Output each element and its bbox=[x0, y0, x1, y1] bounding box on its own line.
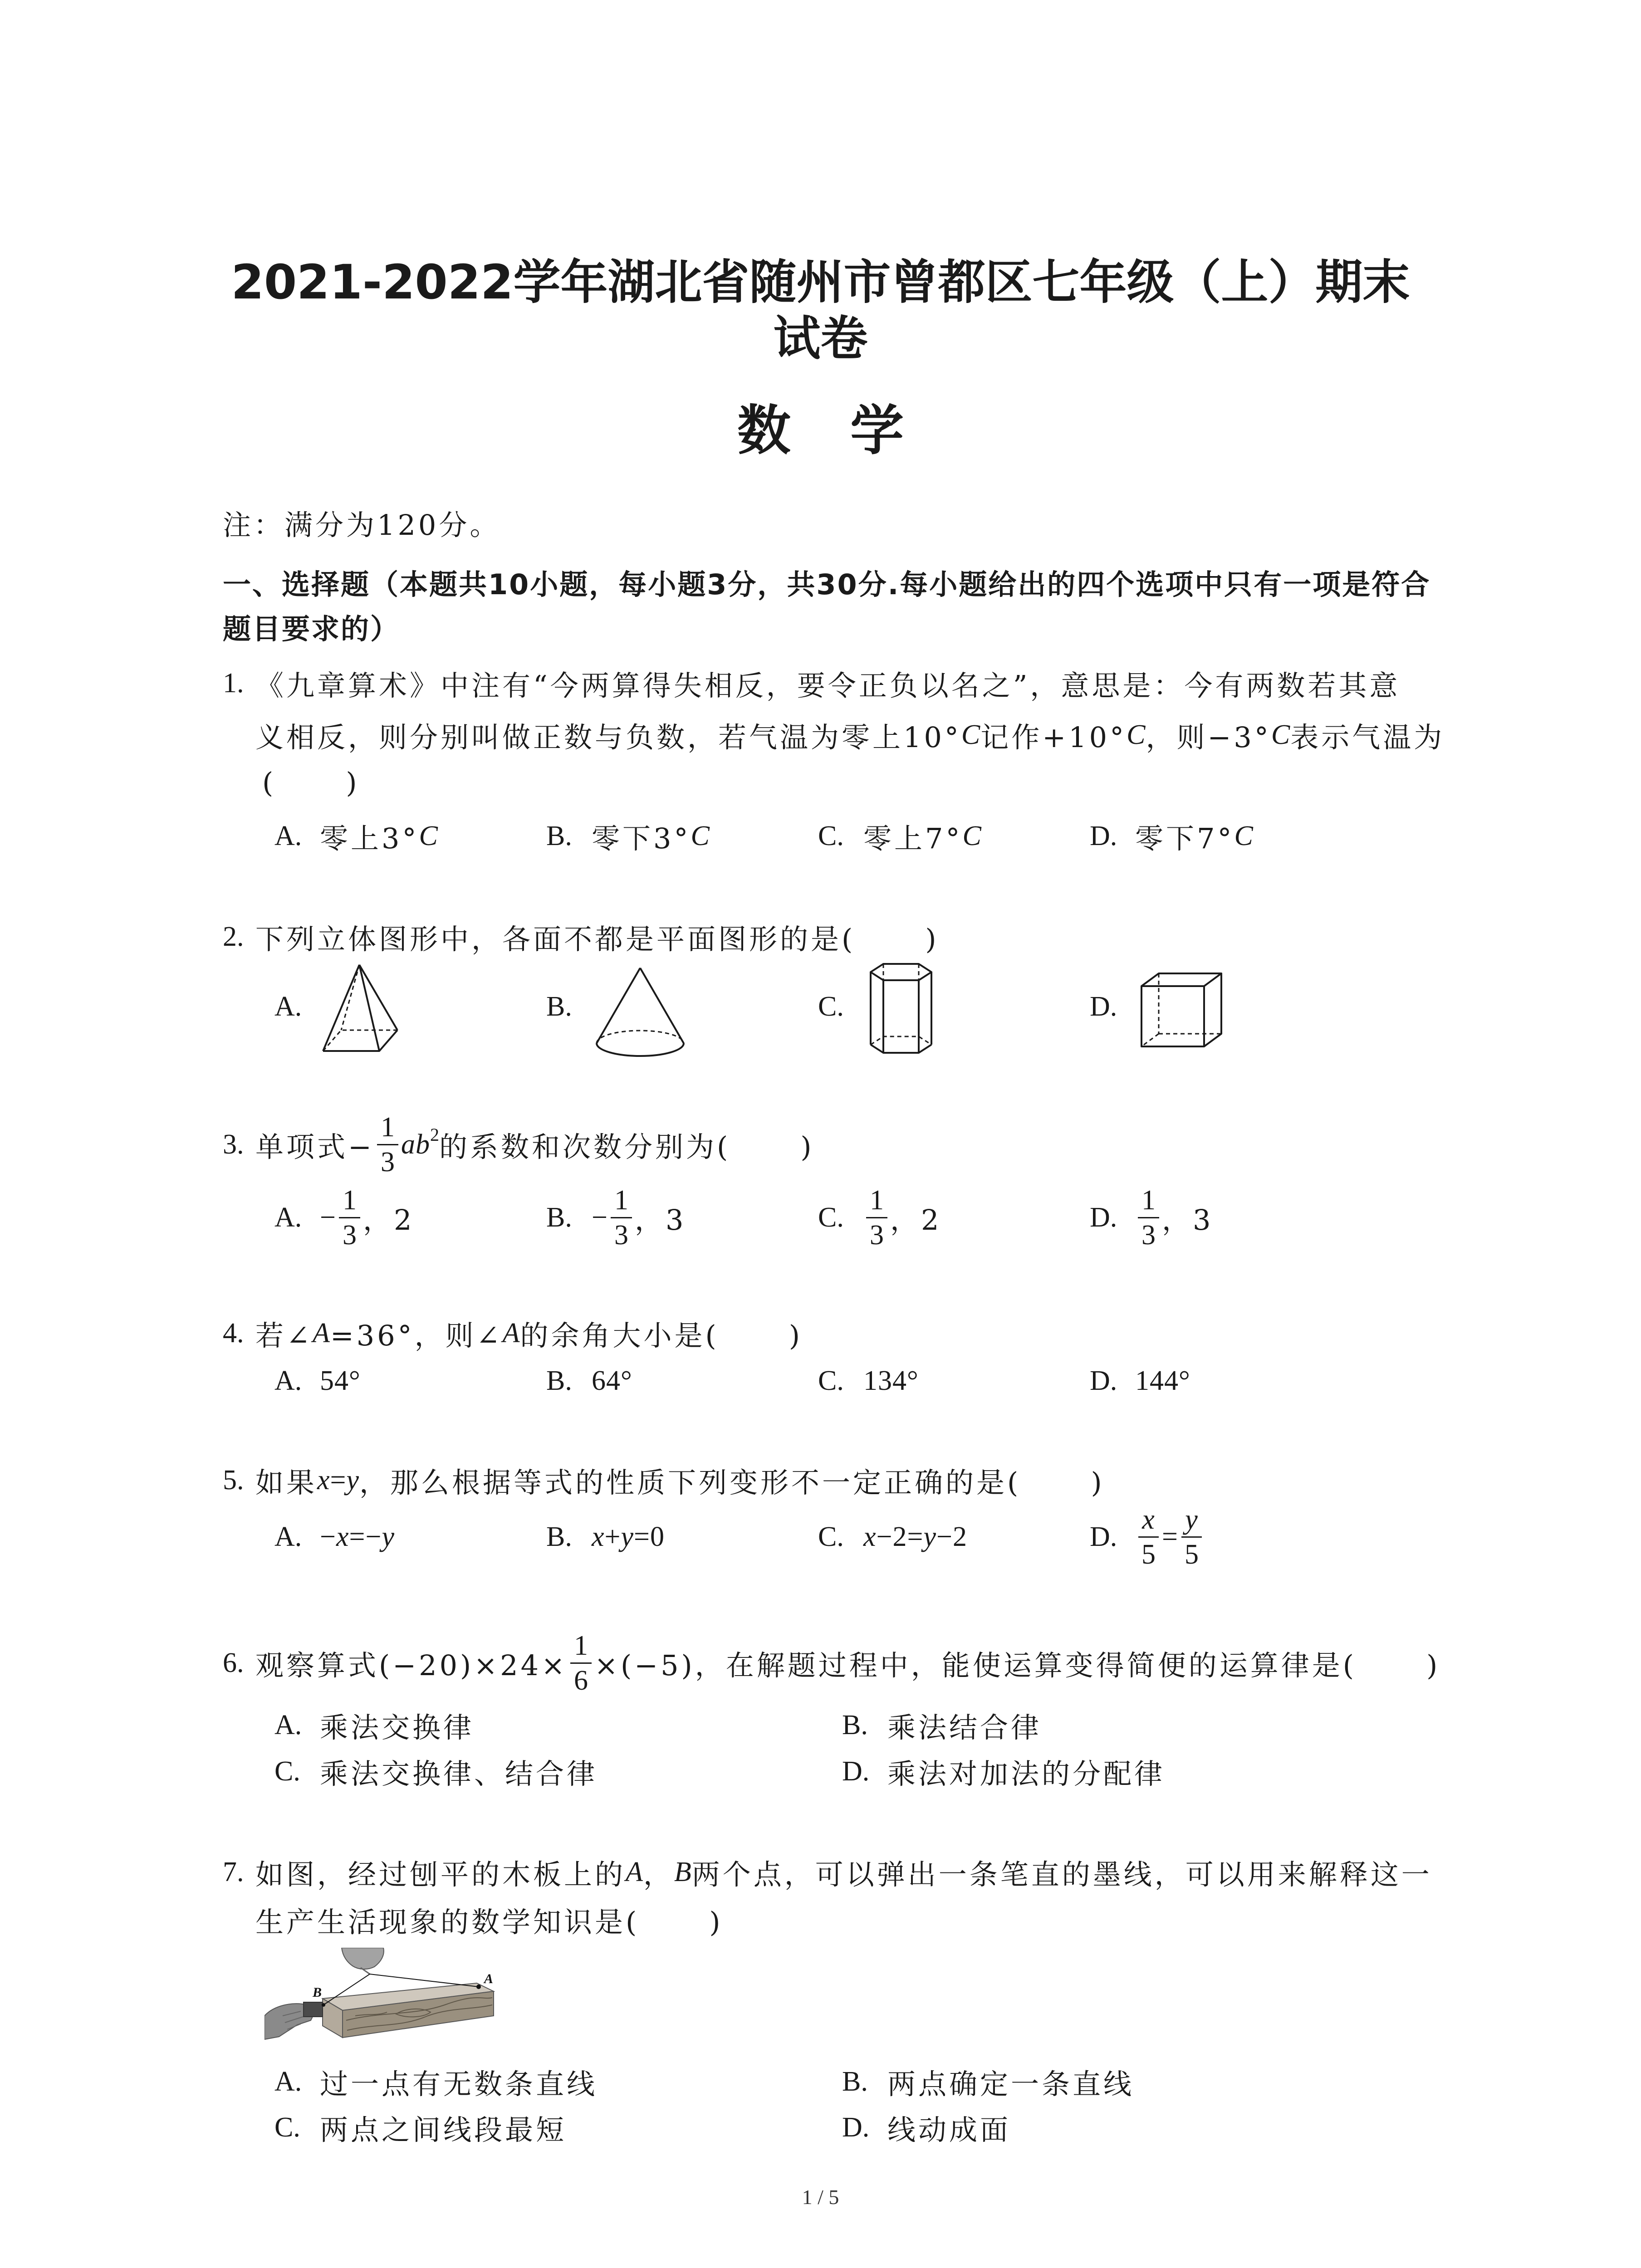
q3-line-1 bbox=[223, 1110, 814, 1178]
option-label: C. bbox=[818, 1202, 844, 1233]
cone-slant-edges bbox=[597, 968, 684, 1043]
q4-stem-text: 的余角大小是( ) bbox=[520, 1319, 803, 1352]
minus-sign: − bbox=[320, 1202, 336, 1233]
fraction-denominator: 6 bbox=[574, 1665, 588, 1696]
cube-figure bbox=[1141, 973, 1222, 1047]
fraction bbox=[339, 1186, 360, 1249]
fraction-numerator: y bbox=[1181, 1505, 1202, 1538]
fraction-denominator: 3 bbox=[342, 1219, 357, 1251]
option-label: C. bbox=[818, 1365, 844, 1396]
q3-option-b bbox=[546, 1183, 686, 1251]
fraction-numerator: 1 bbox=[1138, 1186, 1159, 1218]
option-label: D. bbox=[1090, 1365, 1117, 1396]
fraction-numerator: 1 bbox=[570, 1632, 592, 1664]
celsius-symbol: C bbox=[961, 719, 981, 750]
option-label: D. bbox=[1090, 1202, 1117, 1233]
q6-option-c bbox=[274, 1737, 598, 1805]
option-label: C. bbox=[274, 1755, 300, 1787]
option-text: 134° bbox=[863, 1365, 919, 1396]
q1-option-a bbox=[274, 802, 438, 870]
option-text: 零上3° bbox=[320, 821, 419, 855]
celsius-symbol: C bbox=[962, 820, 982, 851]
q4-stem-text: =36°，则∠ bbox=[330, 1319, 503, 1352]
option-text: 144° bbox=[1135, 1365, 1190, 1396]
math-variable: y bbox=[923, 1521, 936, 1552]
option-label: D. bbox=[842, 2112, 870, 2143]
score-note bbox=[223, 489, 500, 557]
option-label: A. bbox=[274, 1202, 302, 1233]
option-text: ，2 bbox=[890, 1203, 942, 1237]
option-label: A. bbox=[274, 991, 302, 1022]
math-variable: A bbox=[502, 1317, 520, 1349]
option-label: B. bbox=[546, 991, 572, 1022]
option-text: 线动成面 bbox=[887, 2113, 1011, 2146]
q2-option-a bbox=[274, 973, 320, 1041]
q4-option-b bbox=[546, 1347, 632, 1415]
q2-option-c bbox=[818, 973, 863, 1041]
option-label: D. bbox=[842, 1755, 870, 1787]
fraction-numerator: 1 bbox=[866, 1186, 887, 1218]
q5-option-b bbox=[546, 1503, 665, 1571]
q6-line-1 bbox=[223, 1629, 1440, 1697]
q5-stem-text: ，那么根据等式的性质下列变形不一定正确的是( ) bbox=[359, 1466, 1105, 1499]
math-operator: =0 bbox=[634, 1521, 665, 1552]
q4-stem-text: 若∠ bbox=[255, 1319, 313, 1352]
fraction-denominator: 3 bbox=[614, 1219, 628, 1251]
option-label: C. bbox=[818, 1521, 844, 1552]
math-variable: x bbox=[336, 1521, 349, 1552]
q2-line-1 bbox=[223, 903, 939, 971]
question-number: 3. bbox=[223, 1129, 244, 1160]
math-variable: x bbox=[863, 1521, 877, 1552]
q7-stem-text: 如图，经过刨平的木板上的 bbox=[255, 1857, 626, 1891]
fraction-numerator: 1 bbox=[339, 1186, 360, 1218]
prism-visible-edges bbox=[871, 972, 931, 1053]
fraction bbox=[866, 1186, 887, 1249]
math-variable: B bbox=[674, 1856, 692, 1887]
option-text: ，3 bbox=[634, 1203, 686, 1237]
math-variable: ab bbox=[401, 1129, 430, 1160]
question-number: 7. bbox=[223, 1856, 244, 1887]
fraction-denominator: 3 bbox=[1141, 1219, 1156, 1251]
q6-stem-text: 观察算式(−20)×24× bbox=[255, 1648, 568, 1682]
option-text: 零上7° bbox=[863, 821, 963, 855]
math-operator: −2= bbox=[876, 1521, 924, 1552]
fraction bbox=[1181, 1505, 1202, 1569]
fraction-numerator: 1 bbox=[377, 1113, 398, 1145]
point-a-label: A bbox=[484, 1971, 494, 1986]
math-variable: A bbox=[626, 1856, 643, 1887]
option-label: B. bbox=[842, 2066, 868, 2097]
option-label: B. bbox=[546, 820, 572, 851]
cone-base-back-arc bbox=[597, 1031, 684, 1043]
option-label: D. bbox=[1090, 991, 1117, 1022]
prism-top-face bbox=[871, 964, 931, 980]
math-variable: x bbox=[317, 1464, 330, 1496]
q7-stem-text: ， bbox=[643, 1857, 674, 1891]
q3-option-a bbox=[274, 1183, 414, 1251]
q3-stem-text: 单项式− bbox=[255, 1130, 374, 1163]
fraction-denominator: 5 bbox=[1141, 1539, 1156, 1570]
q5-option-d bbox=[1090, 1503, 1205, 1571]
prism-hidden-edges bbox=[871, 964, 931, 1045]
fraction-numerator: x bbox=[1138, 1505, 1159, 1538]
math-variable: y bbox=[382, 1521, 395, 1552]
q5-option-a bbox=[274, 1503, 395, 1571]
question-number: 5. bbox=[223, 1464, 244, 1496]
cube-visible-edges bbox=[1141, 973, 1221, 1046]
q1-option-c bbox=[818, 802, 982, 870]
option-label: B. bbox=[842, 1709, 868, 1740]
page-number: 1 / 5 bbox=[802, 2185, 839, 2209]
option-text: 过一点有无数条直线 bbox=[320, 2067, 598, 2101]
q2-option-d bbox=[1090, 973, 1135, 1041]
minus-sign: − bbox=[592, 1202, 608, 1233]
option-label: C. bbox=[274, 2112, 300, 2143]
q1-stem-text: ，则−3° bbox=[1146, 720, 1271, 754]
q1-option-b bbox=[546, 802, 710, 870]
cone-figure bbox=[594, 965, 687, 1058]
q5-option-c bbox=[818, 1503, 967, 1571]
fraction-denominator: 3 bbox=[870, 1219, 884, 1251]
pyramid-hidden-edges bbox=[323, 965, 397, 1051]
q4-option-c bbox=[818, 1347, 919, 1415]
ink-box bbox=[304, 2002, 323, 2017]
q1-stem-text: 《九章算术》中注有“今两算得失相反，要令正负以名之”，意思是：今有两数若其意 bbox=[255, 669, 1401, 702]
option-text: 两点确定一条直线 bbox=[887, 2067, 1135, 2101]
exam-title-line-2: 试卷 bbox=[773, 311, 868, 366]
q1-option-d bbox=[1090, 802, 1254, 870]
option-text: 64° bbox=[592, 1365, 632, 1396]
option-label: A. bbox=[274, 820, 302, 851]
math-operator: −2 bbox=[936, 1521, 967, 1552]
question-number: 6. bbox=[223, 1647, 244, 1678]
option-label: C. bbox=[818, 820, 844, 851]
q7-option-c bbox=[274, 2093, 567, 2161]
section-heading-text: 一、选择题（本题共10小题，每小题3分，共30分.每小题给出的四个选项中只有一项是符合 bbox=[223, 567, 1431, 601]
section-heading-text: 题目要求的） bbox=[223, 612, 400, 645]
q5-stem-text: 如果 bbox=[255, 1466, 318, 1499]
celsius-symbol: C bbox=[691, 820, 710, 851]
question-number: 2. bbox=[223, 921, 244, 952]
option-text: 两点之间线段最短 bbox=[320, 2113, 567, 2146]
subject-heading: 数 学 bbox=[737, 399, 904, 462]
math-variable: A bbox=[312, 1317, 330, 1349]
q3-stem-text: 的系数和次数分别为( ) bbox=[439, 1130, 814, 1163]
celsius-symbol: C bbox=[419, 820, 438, 851]
section-heading-line-1 bbox=[223, 548, 1430, 616]
fraction-numerator: 1 bbox=[611, 1186, 632, 1218]
fraction bbox=[611, 1186, 632, 1249]
point-a-marker bbox=[476, 1984, 481, 1989]
q1-line-2 bbox=[255, 701, 1445, 769]
option-label: C. bbox=[818, 991, 844, 1022]
option-text: 54° bbox=[320, 1365, 361, 1396]
fraction bbox=[377, 1113, 398, 1176]
q3-option-c bbox=[818, 1183, 941, 1251]
fraction bbox=[1138, 1505, 1159, 1569]
ink-line-board-figure bbox=[265, 1948, 496, 2046]
q2-stem-text: 下列立体图形中，各面不都是平面图形的是( ) bbox=[255, 922, 939, 956]
option-label: D. bbox=[1090, 820, 1117, 851]
q7-stem-text: 生产生活现象的数学知识是( ) bbox=[255, 1905, 723, 1939]
equals-sign: = bbox=[330, 1464, 347, 1496]
top-hand bbox=[342, 1948, 384, 1969]
math-operator: =− bbox=[349, 1521, 382, 1552]
q7-stem-text: 两个点，可以弹出一条笔直的墨线，可以用来解释这一 bbox=[691, 1857, 1432, 1891]
score-note-text: 注：满分为120分。 bbox=[223, 508, 501, 542]
celsius-symbol: C bbox=[1271, 719, 1291, 750]
q1-stem-text: 表示气温为 bbox=[1290, 720, 1445, 754]
q4-option-a bbox=[274, 1347, 361, 1415]
option-text: ，3 bbox=[1162, 1203, 1214, 1237]
q3-option-d bbox=[1090, 1183, 1213, 1251]
math-variable: x bbox=[592, 1521, 605, 1552]
fraction bbox=[570, 1632, 592, 1695]
math-variable: y bbox=[621, 1521, 634, 1552]
q7-option-d bbox=[842, 2093, 1011, 2161]
option-text: 乘法对加法的分配律 bbox=[887, 1757, 1166, 1790]
fraction-denominator: 3 bbox=[380, 1146, 395, 1178]
math-variable: y bbox=[346, 1464, 360, 1496]
square-pyramid-figure bbox=[319, 962, 401, 1055]
cone-base-front-arc bbox=[597, 1043, 684, 1056]
point-b-label: B bbox=[313, 1985, 322, 2000]
answer-blank: ( ) bbox=[262, 766, 360, 799]
exponent: 2 bbox=[430, 1124, 439, 1145]
option-text: 零下3° bbox=[592, 821, 691, 855]
q1-stem-text: 义相反，则分别叫做正数与负数，若气温为零上10° bbox=[255, 720, 961, 754]
math-operator: − bbox=[320, 1521, 336, 1552]
cube-hidden-edges bbox=[1141, 973, 1221, 1046]
option-label: D. bbox=[1090, 1521, 1117, 1552]
point-b-marker bbox=[322, 2003, 325, 2007]
option-label: B. bbox=[546, 1202, 572, 1233]
question-number: 4. bbox=[223, 1317, 244, 1349]
q1-stem-text: 记作+10° bbox=[980, 720, 1127, 754]
equals-sign: = bbox=[1162, 1521, 1178, 1552]
exam-title-line-1: 2021-2022学年湖北省随州市曾都区七年级（上）期末 bbox=[231, 254, 1410, 310]
option-label: A. bbox=[274, 2066, 302, 2097]
q6-option-d bbox=[842, 1737, 1165, 1805]
hexagonal-prism-figure bbox=[869, 962, 933, 1055]
q6-stem-text: ×(−5)，在解题过程中，能使运算变得简便的运算律是( ) bbox=[594, 1648, 1440, 1682]
celsius-symbol: C bbox=[1234, 820, 1254, 851]
question-number: 1. bbox=[223, 667, 244, 699]
math-operator: + bbox=[604, 1521, 621, 1552]
celsius-symbol: C bbox=[1127, 719, 1146, 750]
option-label: A. bbox=[274, 1365, 302, 1396]
option-label: B. bbox=[546, 1521, 572, 1552]
option-label: A. bbox=[274, 1521, 302, 1552]
option-text: 乘法结合律 bbox=[887, 1711, 1042, 1744]
option-text: ，2 bbox=[362, 1203, 415, 1237]
option-label: B. bbox=[546, 1365, 572, 1396]
q4-option-d bbox=[1090, 1347, 1190, 1415]
option-text: 乘法交换律 bbox=[320, 1711, 475, 1744]
q7-line-2 bbox=[255, 1886, 723, 1954]
option-text: 零下7° bbox=[1135, 821, 1234, 855]
option-label: A. bbox=[274, 1709, 302, 1740]
fraction-denominator: 5 bbox=[1184, 1539, 1199, 1570]
q2-option-b bbox=[546, 973, 592, 1041]
fraction bbox=[1138, 1186, 1159, 1249]
option-text: 乘法交换律、结合律 bbox=[320, 1757, 598, 1790]
